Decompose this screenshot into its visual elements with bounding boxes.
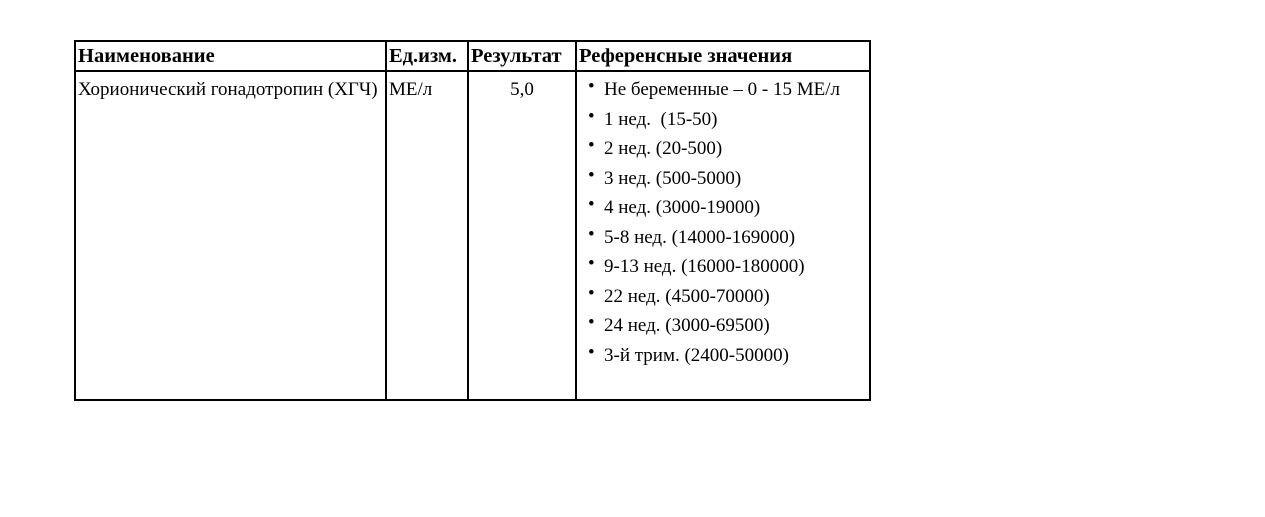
reference-item: • 3 нед. (500-5000)	[588, 164, 742, 189]
reference-item: • 3-й трим. (2400-50000)	[588, 341, 789, 366]
result-cell: 5,0	[468, 71, 576, 400]
bullet-icon: •	[588, 341, 595, 363]
bullet-icon: •	[588, 253, 595, 274]
reference-item: • 1 нед. (15-50)	[588, 105, 718, 130]
bullet-icon: •	[588, 282, 595, 304]
bullet-icon: •	[588, 135, 595, 156]
reference-cell	[576, 71, 870, 400]
bullet-icon: •	[588, 76, 595, 97]
bullet-icon: •	[588, 194, 595, 215]
table-row	[75, 71, 870, 400]
bullet-icon: •	[588, 312, 595, 333]
reference-item: • 22 нед. (4500-70000)	[588, 282, 770, 307]
reference-item: • 2 нед. (20-500)	[588, 135, 723, 159]
header-name: Наименование	[75, 41, 386, 71]
bullet-icon: •	[588, 105, 595, 127]
header-reference: Референсные значения	[576, 41, 870, 71]
reference-list	[579, 77, 867, 372]
reference-item: • 9-13 нед. (16000-180000)	[588, 253, 805, 277]
reference-item: • 5-8 нед. (14000-169000)	[588, 223, 796, 248]
reference-item: • Не беременные – 0 - 15 МЕ/л	[588, 76, 841, 100]
header-result: Результат	[468, 41, 576, 71]
header-unit: Ед.изм.	[386, 41, 468, 71]
bullet-icon: •	[588, 223, 595, 245]
reference-item: • 4 нед. (3000-19000)	[588, 194, 761, 218]
bullet-icon: •	[588, 164, 595, 186]
reference-item: • 24 нед. (3000-69500)	[588, 312, 770, 336]
header-row	[75, 41, 870, 71]
lab-results-table	[74, 40, 871, 401]
unit-cell: МЕ/л	[386, 71, 468, 400]
test-name-cell: Хорионический гонадотропин (ХГЧ)	[75, 71, 386, 400]
